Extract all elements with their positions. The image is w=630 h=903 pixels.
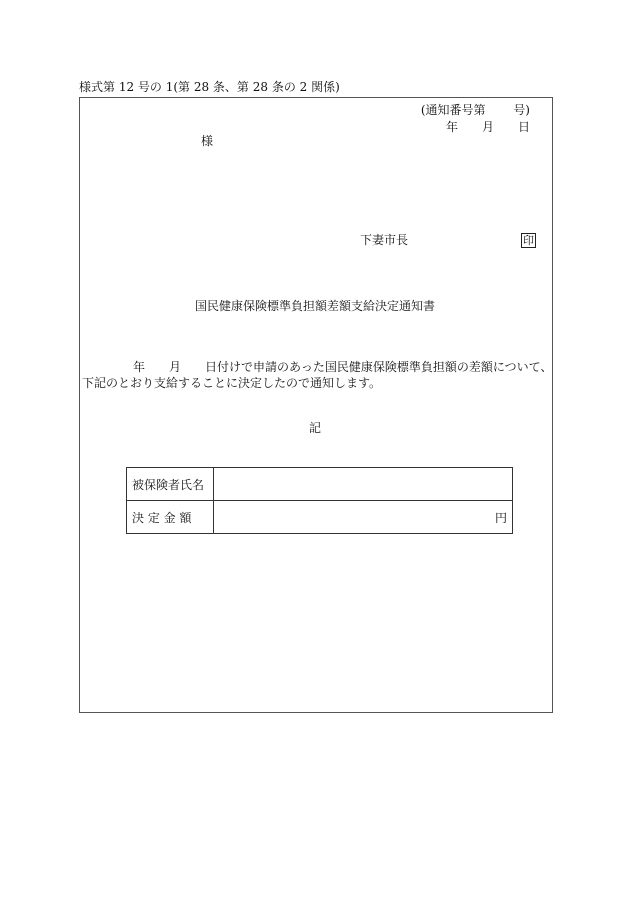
notice-date: 年 月 日 — [445, 120, 530, 134]
issuer-name: 下妻市長 — [360, 233, 409, 247]
table-row — [127, 501, 513, 534]
ki-heading: 記 — [309, 421, 322, 435]
seal-mark: 印 — [523, 234, 534, 247]
document-title: 国民健康保険標準負担額差額支給決定通知書 — [194, 299, 435, 313]
insured-name-label: 被保険者氏名 — [127, 468, 214, 501]
table-row — [127, 468, 513, 501]
decided-amount-value: 円 — [214, 501, 513, 534]
decided-amount-label: 決 定 金 額 — [127, 501, 214, 534]
form-number: 様式第 12 号の 1(第 28 条、第 28 条の 2 関係) — [79, 80, 340, 94]
document-frame — [79, 97, 553, 713]
notice-number: (通知番号第 号) — [420, 103, 530, 117]
addressee-suffix: 様 — [201, 134, 214, 148]
insured-name-value — [214, 468, 513, 501]
body-line-2: 下記のとおり支給することに決定したので通知します。 — [82, 376, 382, 390]
decision-table — [126, 467, 513, 534]
body-line-1: 年 月 日付けで申請のあった国民健康保険標準負担額の差額について、 — [133, 360, 553, 374]
